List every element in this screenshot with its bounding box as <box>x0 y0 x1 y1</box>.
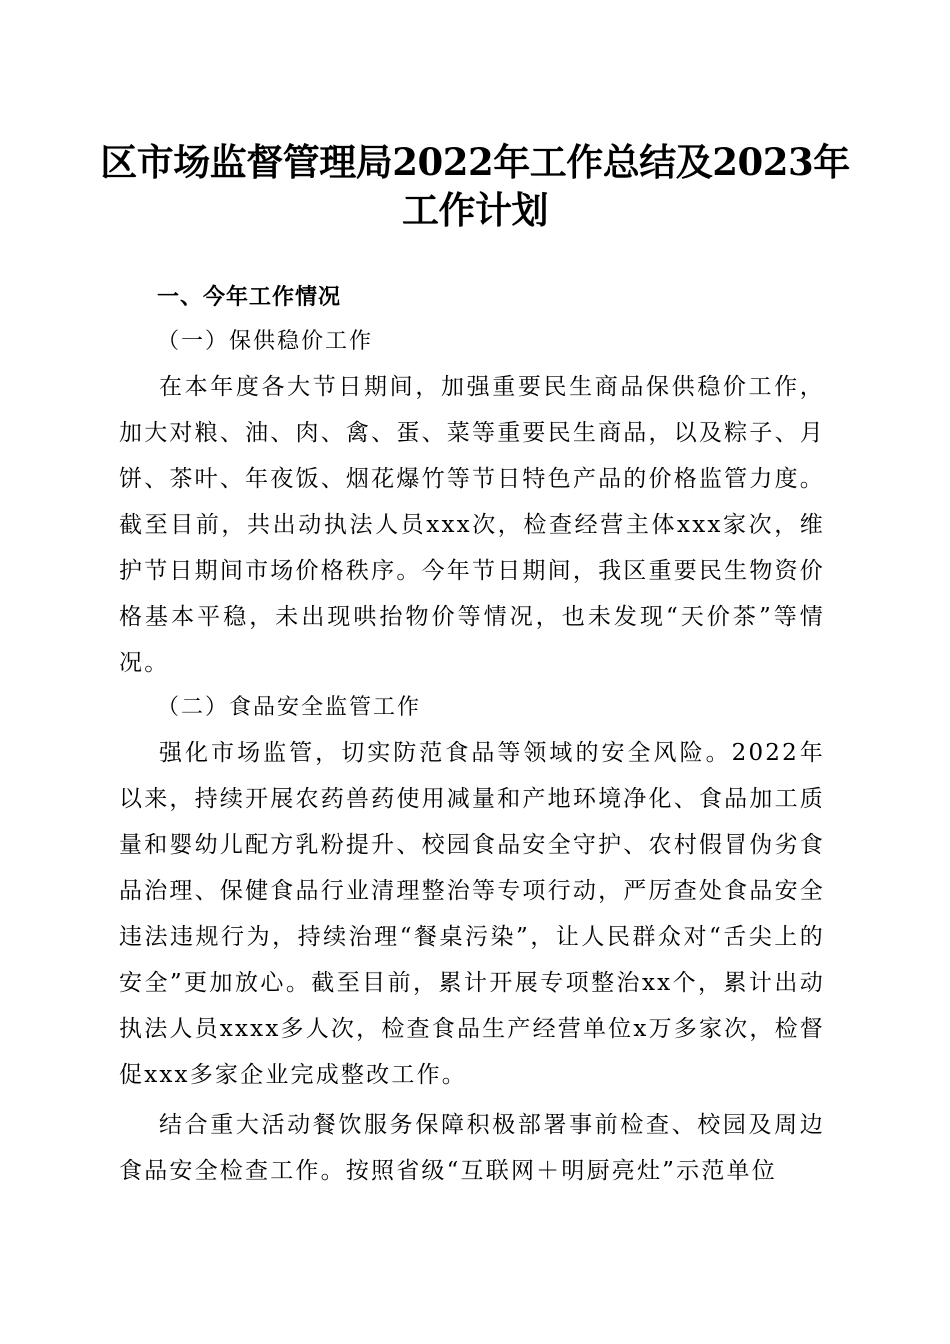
section-heading: 一、今年工作情况 <box>157 285 342 310</box>
paragraph-food-safety-events: 结合重大活动餐饮服务保障积极部署事前检查、校园及周边食品安全检查工作。按照省级“互联网＋明厨亮灶”示范单位 <box>119 1112 825 1184</box>
paragraph-price-stability: 在本年度各大节日期间，加强重要民生商品保供稳价工作，加大对粮、油、肉、禽、蛋、菜等重要民生商品，以及粽子、月饼、茶叶、年夜饭、烟花爆竹等节日特色产品的价格监管力度。截至目前，共出动执法人员xxx次，检查经营主体xxx家次，维护节日期间市场价格秩序。今年节日期间，我区重要民生物资价格基本平稳，未出现哄抬物价等情况，也未发现“天价茶”等情况。 <box>119 374 825 676</box>
subsection-heading-price-stability: （一）保供稳价工作 <box>157 329 374 354</box>
document-title: 区市场监督管理局2022年工作总结及2023年工作计划 <box>100 140 850 232</box>
document-body <box>119 276 825 1194</box>
paragraph-food-safety: 强化市场监管，切实防范食品等领域的安全风险。2022年以来，持续开展农药兽药使用减量和产地环境净化、食品加工质量和婴幼儿配方乳粉提升、校园食品安全守护、农村假冒伪劣食品治理、保健食品行业清理整治等专项行动，严厉查处食品安全违法违规行为，持续治理“餐桌污染”，让人民群众对“舌尖上的安全”更加放心。截至目前，累计开展专项整治xx个，累计出动执法人员xxxx多人次，检查食品生产经营单位x万多家次，检督促xxx多家企业完成整改工作。 <box>119 740 825 1088</box>
subsection-heading-food-safety: （二）食品安全监管工作 <box>157 695 422 720</box>
